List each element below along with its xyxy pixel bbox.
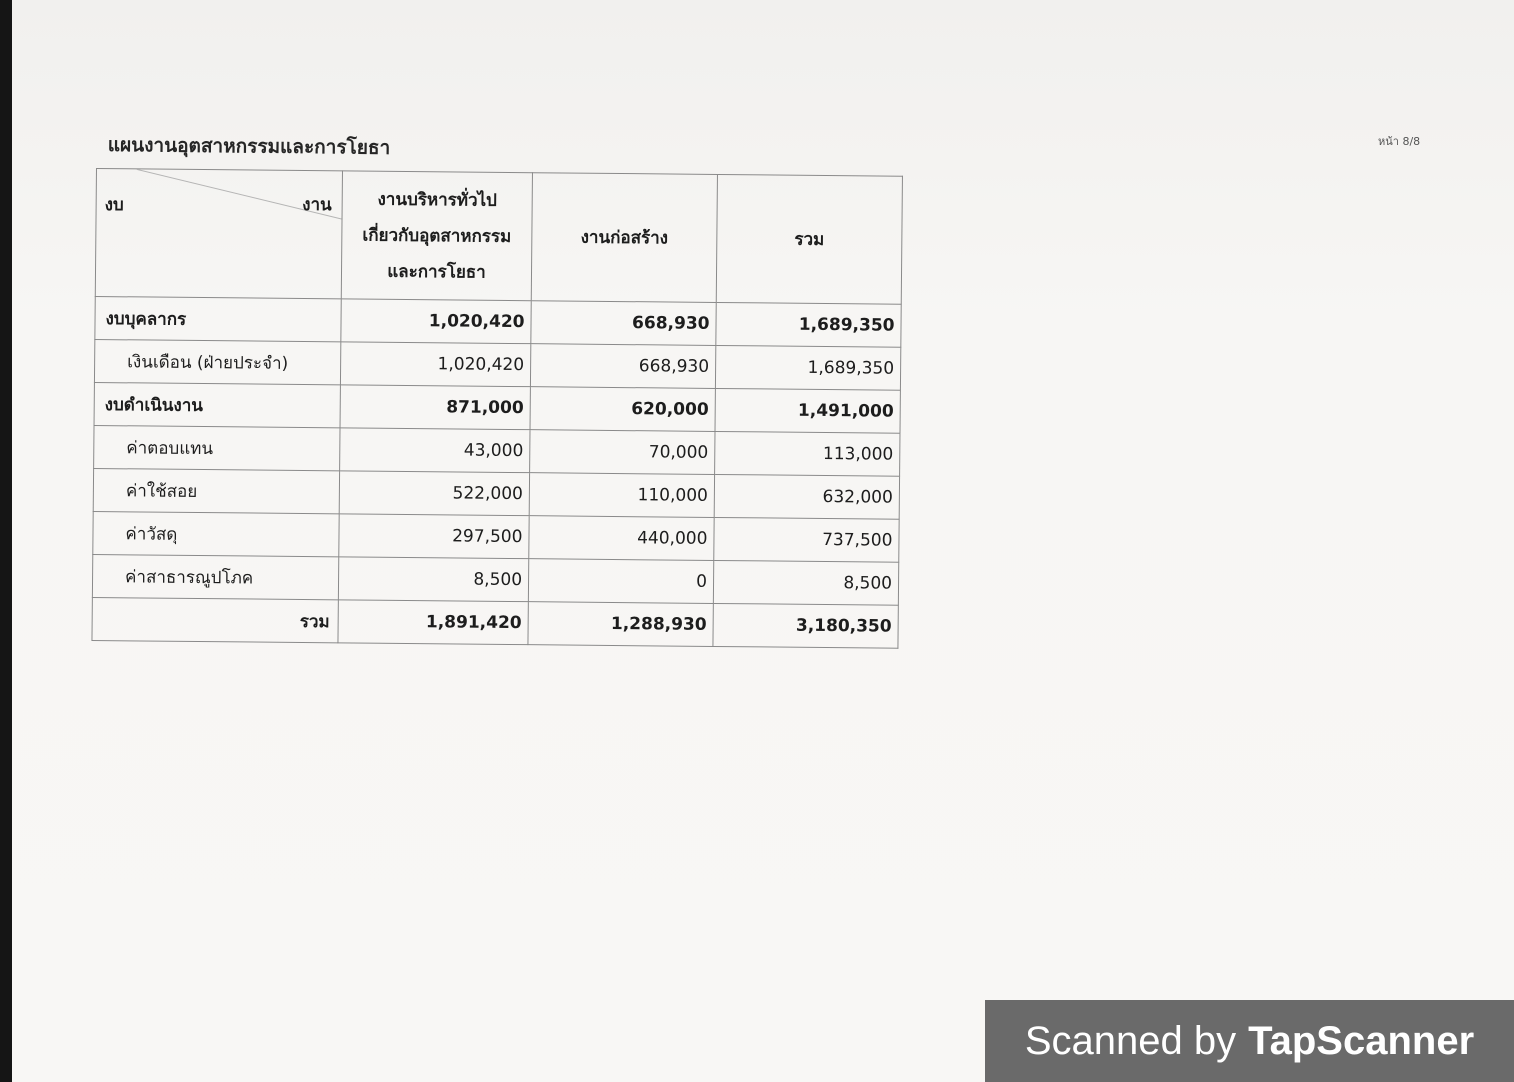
row-label: ค่าวัสดุ (93, 511, 339, 556)
cell-value: 871,000 (340, 385, 530, 430)
table-row (92, 554, 898, 605)
row-label: ค่าสาธารณูปโภค (92, 554, 338, 599)
table-row (93, 511, 899, 562)
cell-value: 110,000 (529, 473, 714, 518)
table-header-row (95, 169, 902, 305)
cell-value: 440,000 (529, 516, 714, 561)
column-header-admin: งานบริหารทั่วไปเกี่ยวกับอุตสาหกรรมและการโยธา (341, 171, 532, 301)
table-row (94, 425, 900, 476)
watermark-prefix: Scanned by (1024, 1018, 1237, 1063)
table-row (93, 468, 899, 519)
corner-row-label: งบ (104, 195, 124, 216)
total-label: รวม (92, 597, 338, 642)
cell-value: 70,000 (530, 430, 715, 475)
corner-header-cell (95, 169, 342, 299)
cell-value: 1,020,420 (341, 299, 531, 344)
row-label: งบบุคลากร (95, 296, 341, 341)
cell-value: 737,500 (714, 517, 899, 562)
table-row (95, 296, 901, 347)
table-total-row (92, 597, 898, 648)
scanner-watermark (985, 1000, 1514, 1082)
cell-value: 522,000 (339, 471, 529, 516)
cell-value: 620,000 (530, 387, 715, 432)
cell-value: 668,930 (531, 301, 716, 346)
scan-left-edge (0, 0, 12, 1082)
cell-value: 1,689,350 (716, 302, 901, 347)
watermark-brand: TapScanner (1248, 1018, 1475, 1063)
cell-value: 113,000 (715, 431, 900, 476)
cell-value: 0 (528, 559, 713, 604)
cell-value: 632,000 (714, 474, 899, 519)
total-value: 3,180,350 (713, 603, 898, 648)
row-label: เงินเดือน (ฝ่ายประจำ) (94, 339, 340, 384)
budget-table-container (91, 168, 903, 649)
table-row (94, 339, 900, 390)
column-header-construction: งานก่อสร้าง (531, 173, 717, 303)
budget-table (91, 168, 903, 649)
table-row (94, 382, 900, 433)
cell-value: 1,020,420 (340, 342, 530, 387)
column-header-total: รวม (716, 174, 902, 304)
page-number: หน้า 8/8 (1378, 135, 1421, 148)
cell-value: 8,500 (713, 560, 898, 605)
row-label: งบดำเนินงาน (94, 382, 340, 427)
cell-value: 668,930 (530, 344, 715, 389)
cell-value: 1,689,350 (715, 345, 900, 390)
cell-value: 297,500 (339, 514, 529, 559)
row-label: ค่าใช้สอย (93, 468, 339, 513)
cell-value: 43,000 (340, 428, 530, 473)
cell-value: 8,500 (338, 557, 528, 602)
total-value: 1,288,930 (528, 602, 713, 647)
corner-col-label: งาน (302, 194, 332, 216)
cell-value: 1,491,000 (715, 388, 900, 433)
document-title: แผนงานอุตสาหกรรมและการโยธา (107, 133, 391, 159)
total-value: 1,891,420 (338, 600, 528, 645)
row-label: ค่าตอบแทน (94, 425, 340, 470)
